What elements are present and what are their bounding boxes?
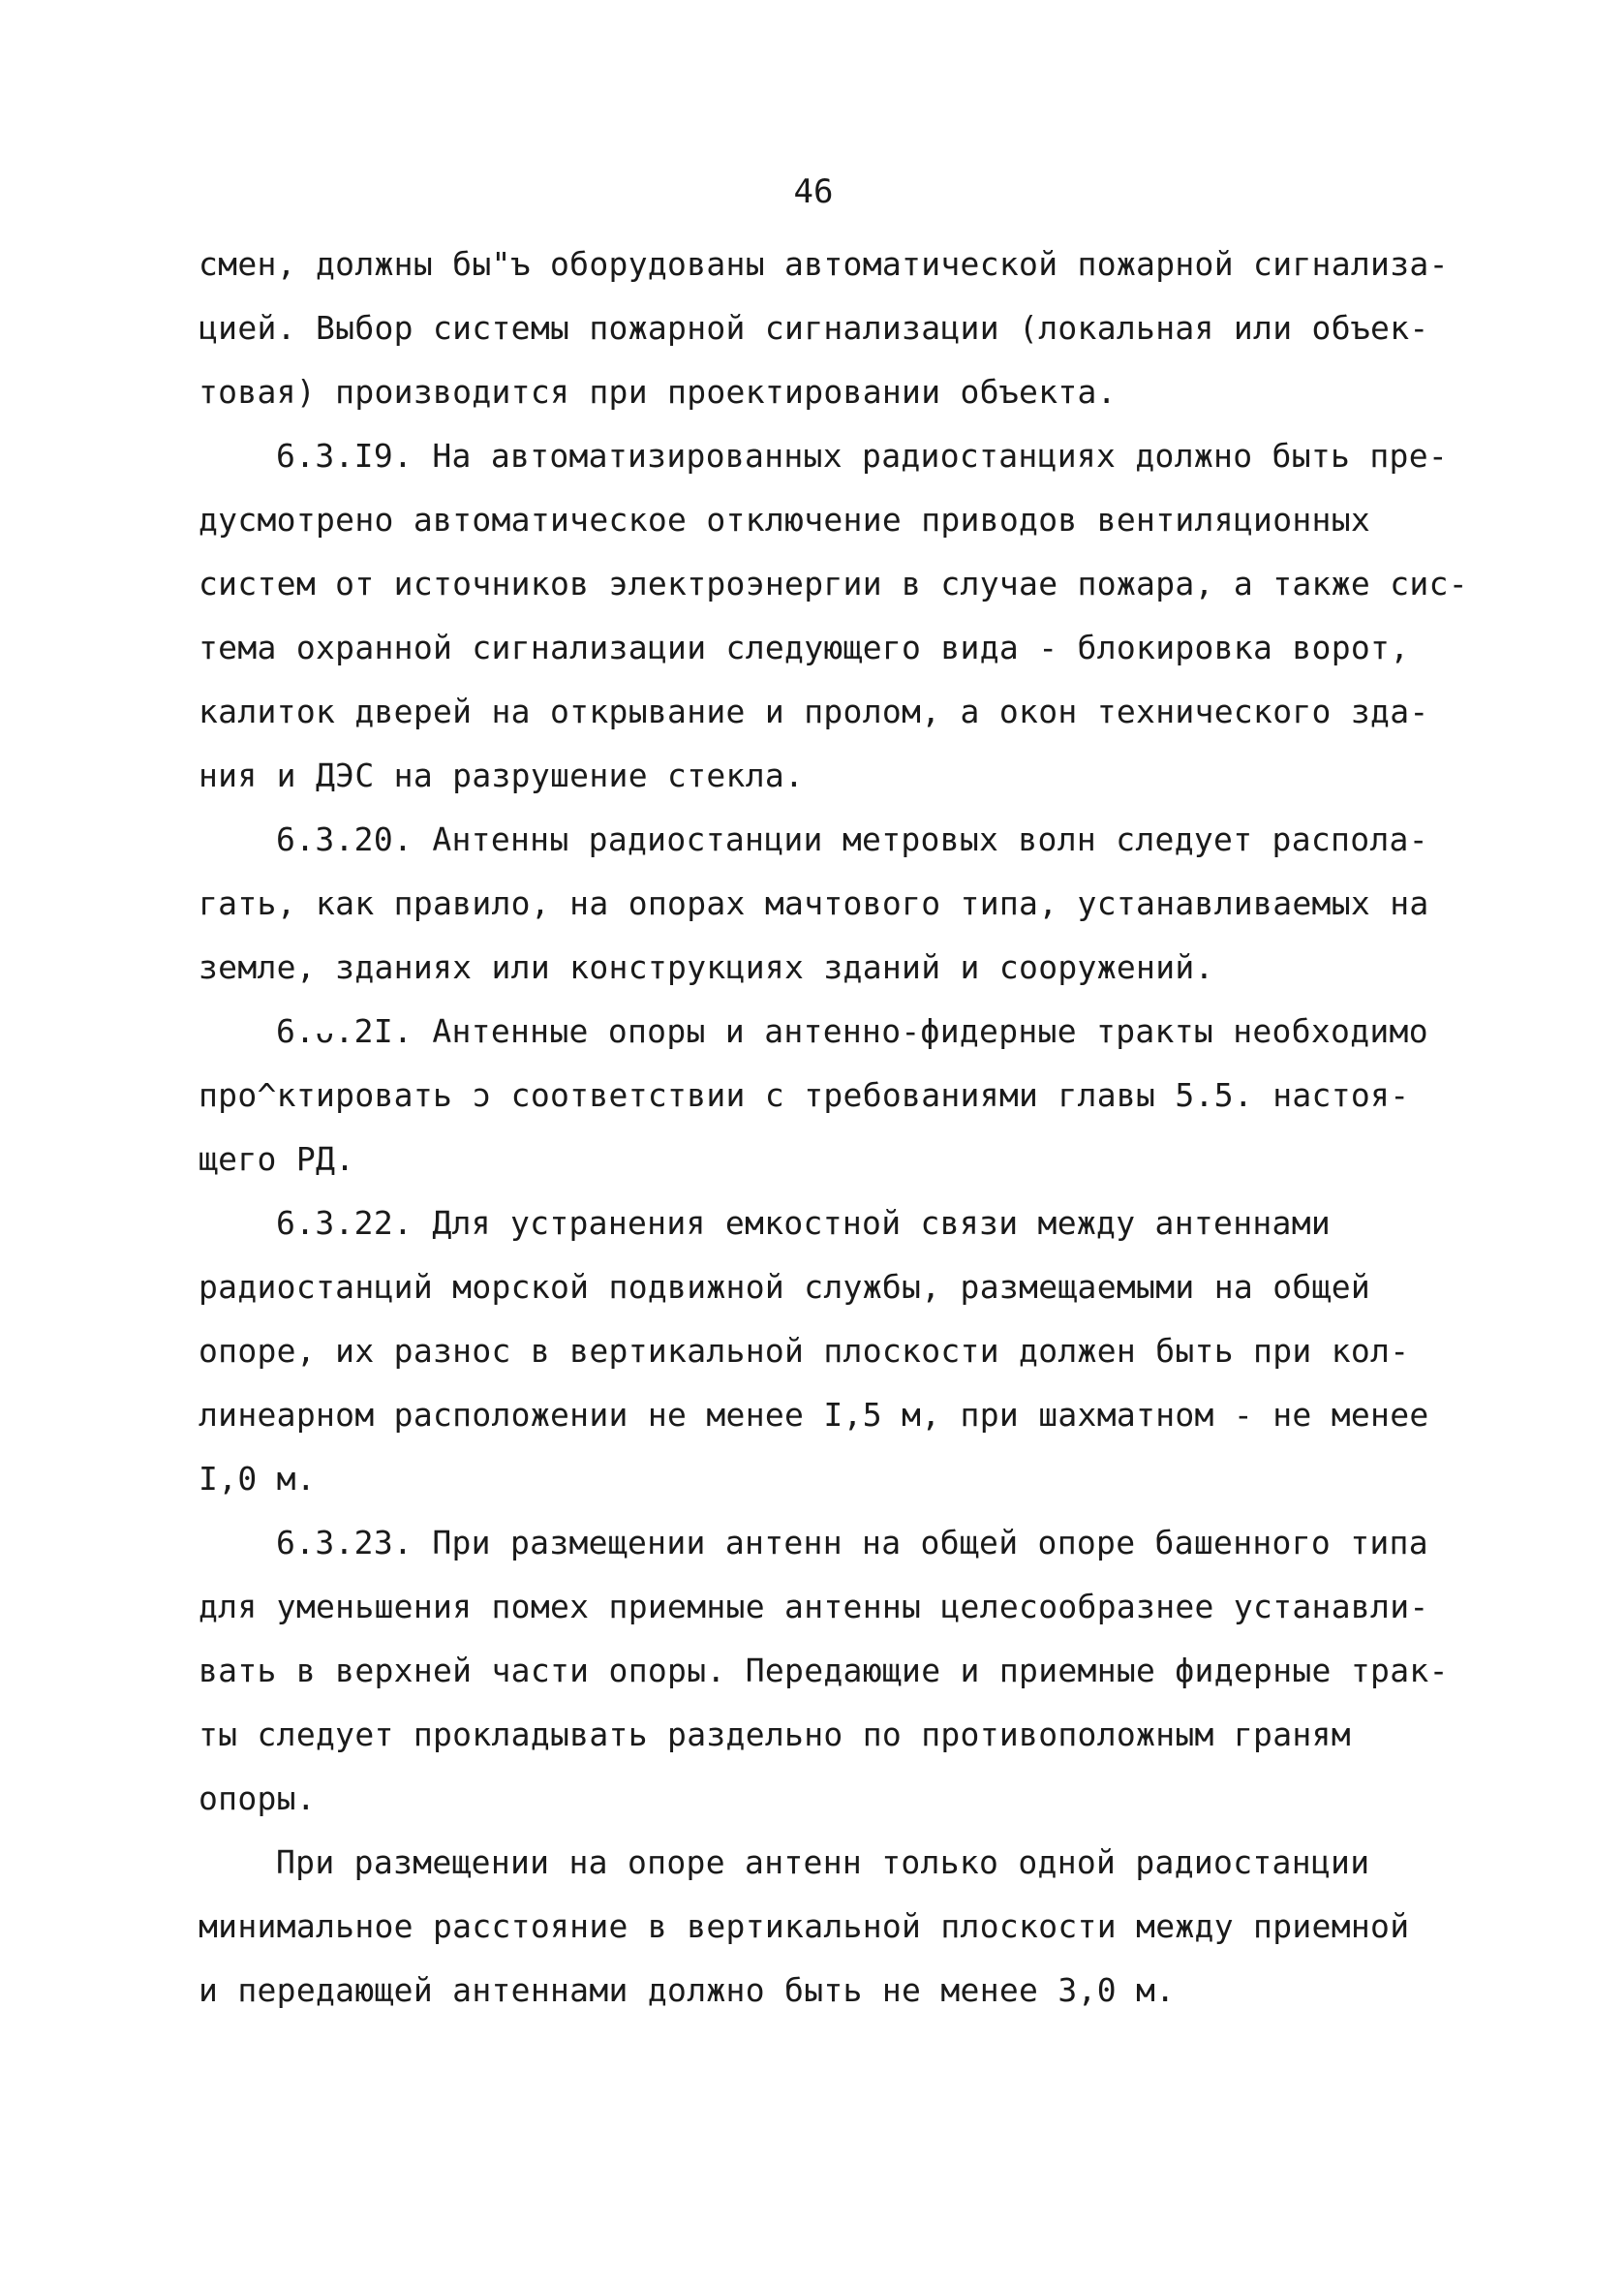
paragraph-start-6-3-19: 6.3.I9. На автоматизированных радиостанциях должно быть пре-: [276, 437, 1449, 475]
text-line: и передающей антеннами должно быть не менее 3,0 м.: [199, 1971, 1176, 2009]
text-line: радиостанций морской подвижной службы, размещаемыми на общей: [199, 1268, 1371, 1306]
text-line: щего РД.: [199, 1140, 355, 1178]
paragraph-start-6-3-21: 6.ᴗ.2I. Антенные опоры и антенно-фидерные тракты необходимо: [276, 1012, 1428, 1050]
text-line: смен, должны бы"ъ оборудованы автоматической пожарной сигнализа-: [199, 245, 1449, 283]
page-number: 46: [793, 172, 834, 211]
text-line: ты следует прокладывать раздельно по противоположным граням: [199, 1715, 1351, 1753]
paragraph-start-6-3-20: 6.3.20. Антенны радиостанции метровых волн следует распола-: [276, 820, 1428, 858]
text-line: дусмотрено автоматическое отключение приводов вентиляционных: [199, 501, 1371, 539]
paragraph-start-single-station: При размещении на опоре антенн только одной радиостанции: [276, 1843, 1370, 1881]
text-line: тема охранной сигнализации следующего вида - блокировка ворот,: [199, 629, 1410, 666]
text-line: минимальное расстояние в вертикальной плоскости между приемной: [199, 1907, 1410, 1945]
text-line: опоры.: [199, 1779, 317, 1817]
text-line: товая) производится при проектировании объекта.: [199, 373, 1117, 411]
paragraph-start-6-3-23: 6.3.23. При размещении антенн на общей опоре башенного типа: [276, 1524, 1428, 1561]
text-line: I,0 м.: [199, 1460, 317, 1498]
text-line: цией. Выбор системы пожарной сигнализации (локальная или объек-: [199, 309, 1429, 347]
text-line: калиток дверей на открывание и пролом, а окон технического зда-: [199, 693, 1429, 730]
text-line: про^ктировать ͻ соответствии с требованиями главы 5.5. настоя-: [199, 1076, 1410, 1114]
text-line: гать, как правило, на опорах мачтового типа, устанавливаемых на: [199, 884, 1429, 922]
text-line: линеарном расположении не менее I,5 м, при шахматном - не менее: [199, 1396, 1429, 1434]
paragraph-start-6-3-22: 6.3.22. Для устранения емкостной связи между антеннами: [276, 1204, 1332, 1242]
text-line: вать в верхней части опоры. Передающие и приемные фидерные трак-: [199, 1652, 1449, 1689]
text-line: ния и ДЭС на разрушение стекла.: [199, 757, 805, 794]
body-text: [199, 232, 1477, 2023]
text-line: систем от источников электроэнергии в случае пожара, а также сис-: [199, 565, 1468, 603]
text-line: для уменьшения помех приемные антенны целесообразнее устанавли-: [199, 1588, 1429, 1625]
text-line: земле, зданиях или конструкциях зданий и сооружений.: [199, 948, 1214, 986]
text-line: опоре, их разнос в вертикальной плоскости должен быть при кол-: [199, 1332, 1410, 1370]
